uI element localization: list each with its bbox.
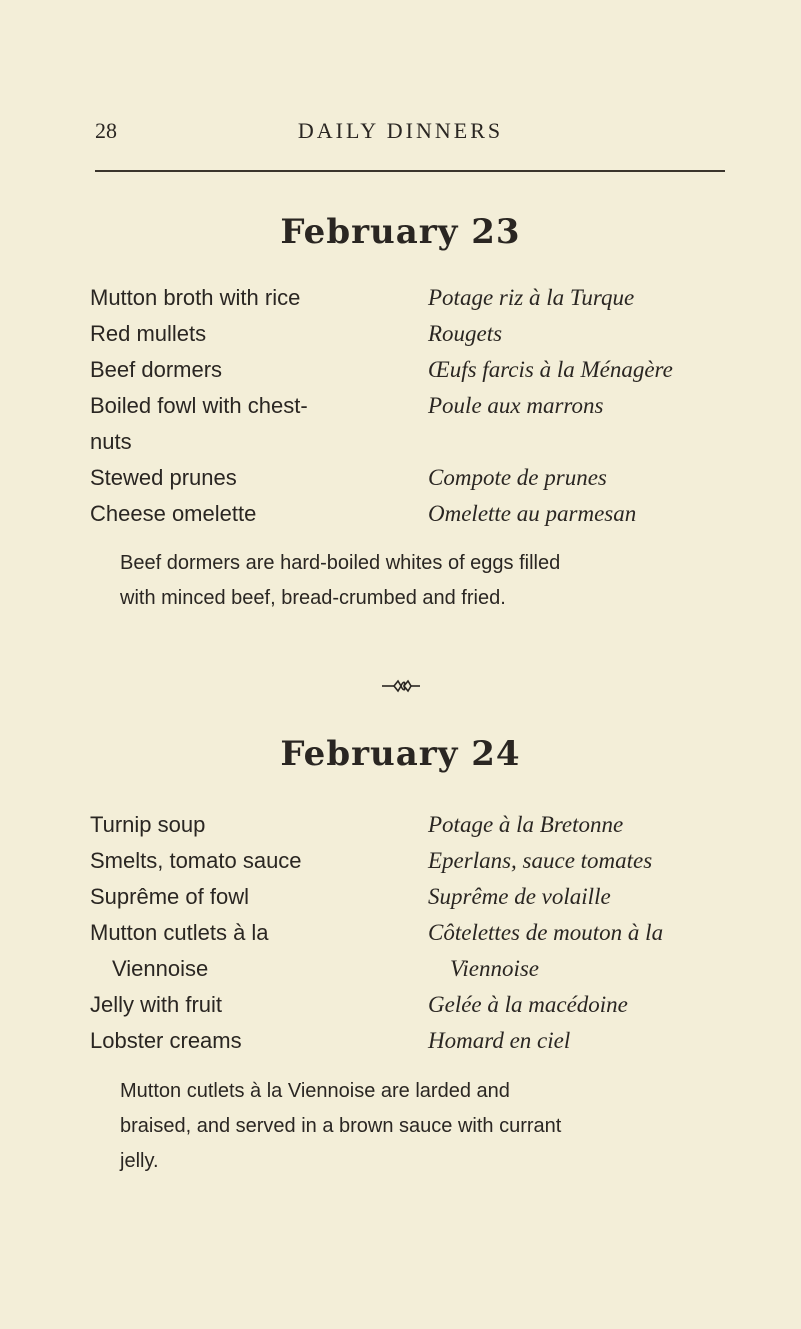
dish-en: Smelts, tomato sauce bbox=[90, 848, 302, 873]
dish-fr: Eperlans, sauce tomates bbox=[428, 848, 653, 873]
dish-fr: Homard en ciel bbox=[428, 1028, 571, 1053]
note-line: with minced beef, bread-crumbed and fried. bbox=[120, 587, 506, 609]
date-heading-feb-24: February 24 bbox=[280, 734, 521, 774]
running-head bbox=[0, 118, 801, 148]
dish-fr: Rougets bbox=[428, 321, 503, 346]
dish-fr: Potage riz à la Turque bbox=[428, 285, 635, 310]
dish-fr: Viennoise bbox=[450, 956, 539, 981]
dish-fr: Omelette au parmesan bbox=[428, 501, 637, 526]
dish-fr: Côtelettes de mouton à la bbox=[428, 920, 664, 945]
dish-en: Stewed prunes bbox=[90, 465, 237, 490]
ornament-divider-icon bbox=[380, 676, 422, 696]
dish-en: Mutton cutlets à la bbox=[90, 920, 269, 945]
header-rule bbox=[95, 170, 725, 172]
dish-fr: Œufs farcis à la Ménagère bbox=[428, 357, 673, 382]
dish-fr: Potage à la Bretonne bbox=[428, 812, 624, 837]
dish-en: Suprême of fowl bbox=[90, 884, 249, 909]
page-number: 28 bbox=[95, 118, 117, 143]
dish-fr: Poule aux marrons bbox=[428, 393, 604, 418]
dish-fr: Suprême de volaille bbox=[428, 884, 611, 909]
date-heading-feb-23: February 23 bbox=[280, 212, 521, 252]
dish-en: nuts bbox=[90, 429, 132, 454]
dish-fr: Compote de prunes bbox=[428, 465, 607, 490]
dish-en: Lobster creams bbox=[90, 1028, 242, 1053]
dish-en: Red mullets bbox=[90, 321, 207, 346]
dish-en: Boiled fowl with chest- bbox=[90, 393, 308, 418]
dish-en: Cheese omelette bbox=[90, 501, 257, 526]
running-title: DAILY DINNERS bbox=[297, 118, 504, 143]
dish-fr: Gelée à la macédoine bbox=[428, 992, 628, 1017]
dish-en: Beef dormers bbox=[90, 357, 223, 382]
dish-en: Viennoise bbox=[112, 956, 209, 981]
note-line: jelly. bbox=[120, 1150, 159, 1172]
note-line: Mutton cutlets à la Viennoise are larded and bbox=[120, 1080, 510, 1102]
note-line: Beef dormers are hard-boiled whites of eggs filled bbox=[120, 552, 561, 574]
dish-en: Jelly with fruit bbox=[90, 992, 223, 1017]
note-line: braised, and served in a brown sauce with currant bbox=[120, 1115, 562, 1137]
dish-en: Turnip soup bbox=[90, 812, 206, 837]
dish-en: Mutton broth with rice bbox=[90, 285, 301, 310]
